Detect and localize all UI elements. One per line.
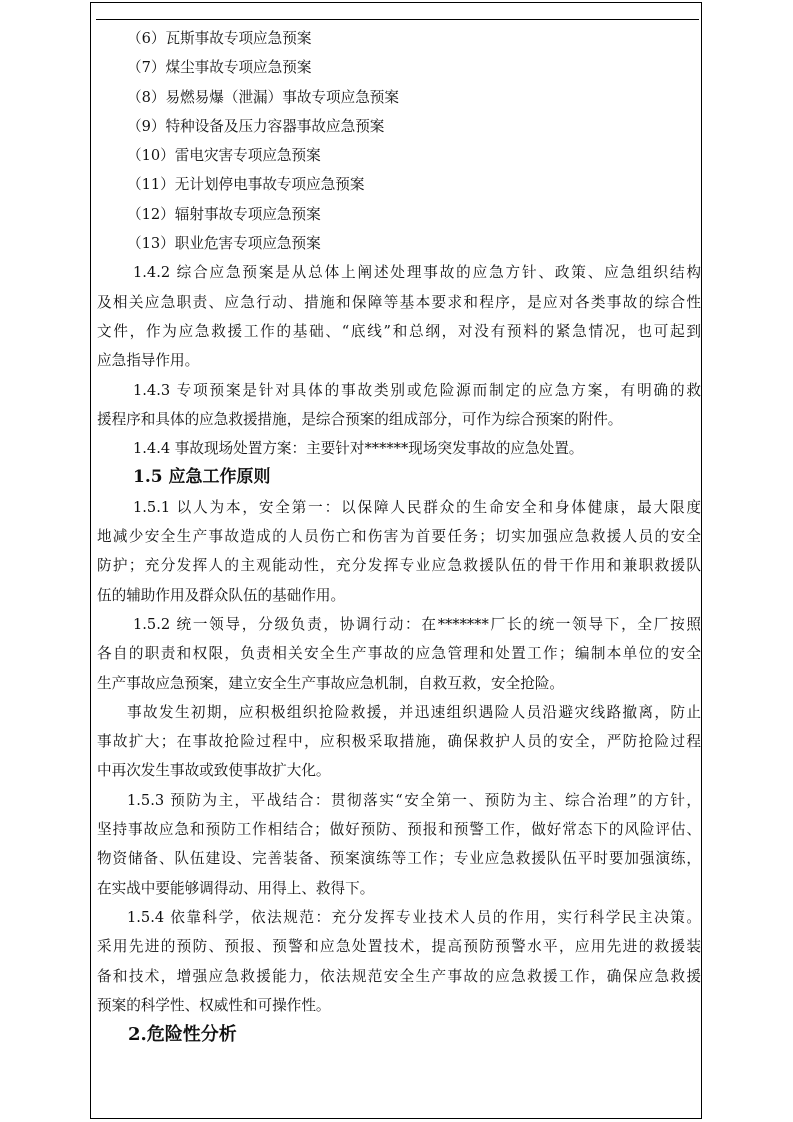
text-line: 备和技术，增强应急救援能力，依法规范安全生产事故的应急救援工作，确保应急救援 — [97, 967, 701, 985]
text-line: 1.5.3 预防为主，平战结合：贯彻落实“安全第一、预防为主、综合治理”的方针， — [127, 791, 701, 809]
text-line: 伍的辅助作用及群众队伍的基础作用。 — [97, 586, 346, 604]
list-item: （9）特种设备及压力容器事故应急预案 — [127, 117, 385, 135]
paragraph-1-5-1 — [97, 493, 701, 610]
paragraph-1-5-4 — [97, 903, 701, 1020]
paragraph-1-5-3 — [97, 786, 701, 903]
paragraph-1-4-2 — [97, 258, 701, 375]
text-line: 采用先进的预防、预报、预警和应急处置技术，提高预防预警水平，应用先进的救援装 — [97, 938, 701, 956]
text-line: 援程序和具体的应急救援措施，是综合预案的组成部分，可作为综合预案的附件。 — [97, 410, 623, 428]
text-line: 物资储备、队伍建设、完善装备、预案演练等工作；专业应急救援队伍平时要加强演练， — [97, 850, 701, 868]
text-line: 生产事故应急预案，建立安全生产事故应急机制，自救互救，安全抢险。 — [97, 674, 565, 692]
paragraph-early-stage — [97, 698, 701, 786]
list-item: （11）无计划停电事故专项应急预案 — [127, 176, 365, 194]
header-rule — [96, 19, 699, 20]
paragraph-1-5-2 — [97, 610, 701, 698]
text-line: 文件，作为应急救援工作的基础、“底线”和总纲，对没有预料的紧急情况，也可起到 — [97, 322, 701, 340]
list-item: （13）职业危害专项应急预案 — [127, 235, 321, 253]
paragraph-1-4-3 — [97, 376, 701, 435]
list-item: （6）瓦斯事故专项应急预案 — [127, 30, 312, 47]
text-line: 1.4.2 综合应急预案是从总体上阐述处理事故的应急方针、政策、应急组织结构 — [133, 264, 701, 282]
text-line: 1.5.1 以人为本，安全第一：以保障人民群众的生命安全和身体健康，最大限度 — [133, 498, 701, 516]
section-heading-2: 2.危险性分析 — [128, 1024, 237, 1046]
section-heading-1-5: 1.5 应急工作原则 — [133, 467, 271, 488]
document-body — [97, 24, 701, 1049]
text-line: 及相关应急职责、应急行动、措施和保障等基本要求和程序，是应对各类事故的综合性 — [97, 293, 701, 311]
paragraph-1-4-4: 1.4.4 事故现场处置方案：主要针对******现场突发事故的应急处置。 — [133, 440, 584, 458]
text-line: 事故发生初期，应积极组织抢险救援，并迅速组织遇险人员沿避灾线路撤离，防止 — [127, 703, 701, 721]
text-line: 预案的科学性、权威性和可操作性。 — [97, 996, 331, 1014]
list-item: （10）雷电灾害专项应急预案 — [127, 147, 321, 165]
text-line: 应急指导作用。 — [97, 352, 200, 370]
list-item: （8）易燃易爆（泄漏）事故专项应急预案 — [127, 88, 399, 106]
text-line: 1.4.3 专项预案是针对具体的事故类别或危险源而制定的应急方案，有明确的救 — [133, 381, 701, 399]
text-line: 坚持事故应急和预防工作相结合；做好预防、预报和预警工作，做好常态下的风险评估、 — [97, 821, 701, 839]
text-line: 地减少安全生产事故造成的人员伤亡和伤害为首要任务；切实加强应急救援人员的安全 — [97, 528, 701, 546]
text-line: 在实战中要能够调得动、用得上、救得下。 — [97, 879, 375, 897]
text-line: 中再次发生事故或致使事故扩大化。 — [97, 762, 331, 780]
text-line: 各自的职责和权限，负责相关安全生产事故的应急管理和处置工作；编制本单位的安全 — [97, 645, 701, 663]
list-item: （7）煤尘事故专项应急预案 — [127, 59, 312, 77]
text-line: 1.5.4 依靠科学，依法规范：充分发挥专业技术人员的作用，实行科学民主决策。 — [127, 908, 701, 926]
text-line: 1.5.2 统一领导，分级负责，协调行动：在*******厂长的统一领导下，全厂按照 — [133, 615, 701, 633]
list-item: （12）辐射事故专项应急预案 — [127, 205, 321, 223]
text-line: 防护；充分发挥人的主观能动性，充分发挥专业应急救援队伍的骨干作用和兼职救援队 — [97, 557, 701, 575]
text-line: 事故扩大；在事故抢险过程中，应积极采取措施，确保救护人员的安全，严防抢险过程 — [97, 733, 701, 751]
